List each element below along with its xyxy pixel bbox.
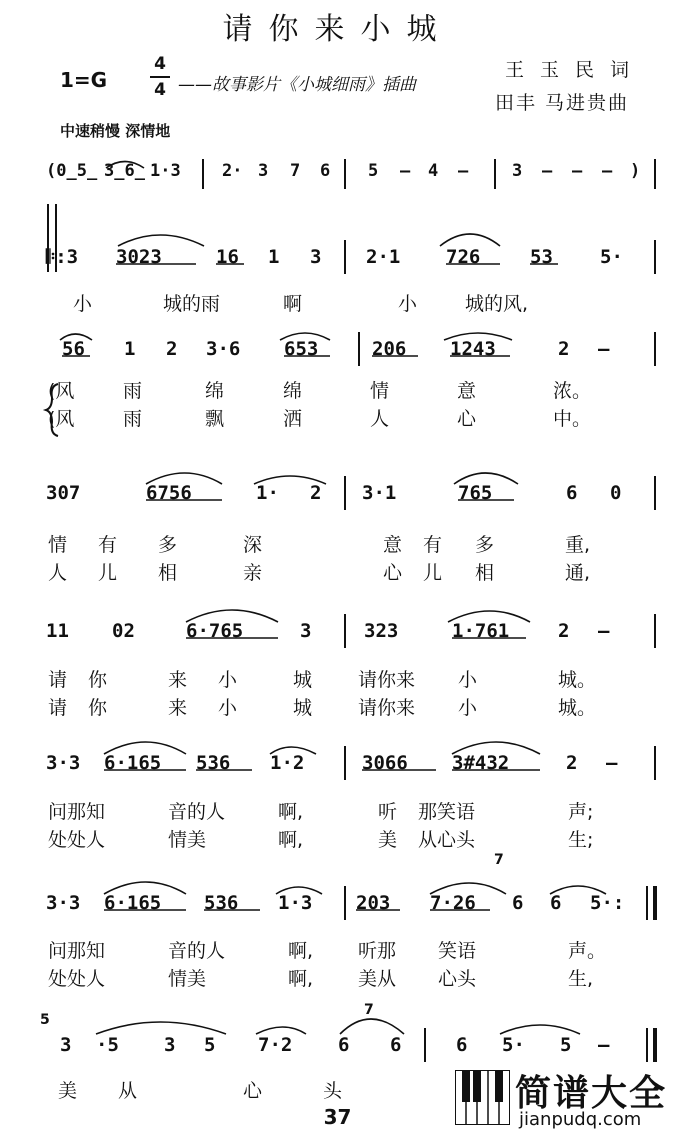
grace-note: 7 (494, 852, 504, 868)
note: — (598, 338, 610, 360)
lyric: 问那知 (48, 940, 106, 962)
note: 4 (428, 161, 439, 181)
lyric: 啊, (288, 940, 314, 962)
note: 5· (600, 246, 623, 268)
note: 2 (166, 338, 178, 360)
score-row-8 (0, 1026, 675, 1066)
lyric: 相 (475, 562, 495, 584)
note: — (542, 161, 553, 181)
lyric: 重, (565, 534, 591, 556)
note: 3·6 (206, 338, 241, 360)
barline (424, 1028, 426, 1062)
note: 653 (284, 338, 319, 360)
final-barline (653, 1028, 657, 1062)
lyric: 情 (48, 534, 68, 556)
note: 206 (372, 338, 407, 360)
note: 6·765 (186, 620, 244, 642)
note: 5 (204, 1034, 216, 1056)
lyric: 情 (370, 380, 390, 402)
note: 3 (60, 1034, 72, 1056)
lyric: 你 (88, 669, 108, 691)
lyric: 从心头 (418, 829, 476, 851)
note: 3066 (362, 752, 408, 774)
lyric: 啊, (288, 968, 314, 990)
barline (654, 746, 656, 780)
lyric: 请你来 (358, 669, 416, 691)
notes-row-2 (0, 238, 675, 278)
score-row-1 (0, 153, 675, 193)
lyric: 雨 (123, 408, 143, 430)
lyric: 啊, (278, 829, 304, 851)
notes-row-8 (0, 1026, 675, 1066)
note: — (458, 161, 469, 181)
lyric: 心 (383, 562, 403, 584)
lyric: 儿 (423, 562, 443, 584)
lyric: 小 (398, 293, 418, 315)
page-number: 37 (323, 1105, 352, 1129)
note: 3̲6̲ (104, 161, 145, 181)
barline (646, 1028, 648, 1062)
lyric: 相 (158, 562, 178, 584)
grace-note: 5 (40, 1012, 50, 1028)
barline (202, 159, 204, 189)
note: — (598, 1034, 610, 1056)
lyric: 啊 (283, 293, 303, 315)
lyric: 音的人 (168, 940, 226, 962)
lyric: 请你来 (358, 697, 416, 719)
barline (646, 886, 648, 920)
note: 3 (512, 161, 523, 181)
lyric: 小 (218, 697, 238, 719)
note: 2· (222, 161, 243, 181)
lyric: 城 (293, 669, 313, 691)
lyric: 听 (378, 801, 398, 823)
lyric: 头 (323, 1080, 343, 1102)
note: 6 (390, 1034, 402, 1056)
notes-row-4 (0, 474, 675, 514)
note: 6·165 (104, 752, 162, 774)
note: 2 (558, 620, 570, 642)
note: 3 (310, 246, 322, 268)
note: 2·1 (366, 246, 401, 268)
lyric: 城 (293, 697, 313, 719)
barline (358, 332, 360, 366)
lyric: 多 (158, 534, 178, 556)
note: 3#432 (452, 752, 510, 774)
lyric: 绵 (283, 380, 303, 402)
note: — (400, 161, 411, 181)
lyric: 心 (457, 408, 477, 430)
lyricist-credit: 王玉民词 (505, 59, 646, 81)
note: 6 (320, 161, 331, 181)
note: 203 (356, 892, 391, 914)
repeat-end-barline (653, 886, 657, 920)
lyric: 美 (58, 1080, 78, 1102)
lyric: 有 (423, 534, 443, 556)
note: 6 (456, 1034, 468, 1056)
note: 1·761 (452, 620, 510, 642)
lyric: 儿 (98, 562, 118, 584)
note: 7·26 (430, 892, 476, 914)
barline (654, 159, 656, 189)
note: 6 (566, 482, 578, 504)
lyric: 从 (118, 1080, 138, 1102)
note: 1·2 (270, 752, 305, 774)
lyric: 心头 (438, 968, 477, 990)
lyric: 小 (458, 697, 478, 719)
note: 53 (530, 246, 553, 268)
note: — (572, 161, 583, 181)
note: 3·3 (46, 752, 81, 774)
note: 6 (550, 892, 562, 914)
lyric: 亲 (243, 562, 263, 584)
note: 323 (364, 620, 399, 642)
lyric: 情美 (168, 968, 207, 990)
lyric: 声; (568, 801, 594, 823)
lyric: 绵 (205, 380, 225, 402)
note: 5 (560, 1034, 572, 1056)
lyric: 啊, (278, 801, 304, 823)
lyric: 小 (218, 669, 238, 691)
note: 536 (204, 892, 239, 914)
lyric: 音的人 (168, 801, 226, 823)
lyric: 城。 (558, 697, 597, 719)
note: 6 (338, 1034, 350, 1056)
notes-row-7 (0, 884, 675, 924)
grace-note: 7 (364, 1002, 374, 1018)
note: 1·3 (150, 161, 181, 181)
note: 0 (610, 482, 622, 504)
watermark-brand: 简谱大全 (515, 1073, 668, 1114)
note: 6·165 (104, 892, 162, 914)
note: 765 (458, 482, 493, 504)
note: ) (630, 161, 641, 181)
note: 𝄆:3 (46, 246, 79, 268)
time-signature-top: 4 (154, 54, 166, 74)
barline (344, 886, 346, 920)
lyric: 城。 (558, 669, 597, 691)
lyric: 意 (457, 380, 477, 402)
barline (654, 332, 656, 366)
watermark-url: jianpudq.com (519, 1109, 642, 1130)
barline (344, 746, 346, 780)
lyric: 声。 (568, 940, 607, 962)
lyric: 情美 (168, 829, 207, 851)
note: 6756 (146, 482, 192, 504)
lyric: (风 (48, 408, 75, 430)
score-row-7 (0, 884, 675, 924)
note: 5·: (590, 892, 625, 914)
note: 2 (558, 338, 570, 360)
note: 5 (368, 161, 379, 181)
note: 6 (512, 892, 524, 914)
note: 1·3 (278, 892, 313, 914)
barline (344, 614, 346, 648)
key-signature: 1=G (60, 68, 108, 92)
lyric: 城的雨 (163, 293, 221, 315)
score-row-3 (0, 330, 675, 370)
score-row-2 (0, 238, 675, 278)
time-signature (150, 54, 170, 100)
tempo-marking: 中速稍慢 深情地 (60, 122, 171, 140)
composer-credit: 田丰 马进贵曲 (495, 92, 630, 114)
lyric: 深 (243, 534, 263, 556)
lyric: 城的风, (465, 293, 529, 315)
note: — (598, 620, 610, 642)
barline (654, 240, 656, 274)
note: 1 (124, 338, 136, 360)
notes-row-6 (0, 744, 675, 784)
score-row-4 (0, 474, 675, 514)
note: 02 (112, 620, 135, 642)
lyric: 来 (168, 669, 188, 691)
lyric: 你 (88, 697, 108, 719)
note: — (606, 752, 618, 774)
barline (344, 476, 346, 510)
note: 1243 (450, 338, 496, 360)
lyric: 小 (458, 669, 478, 691)
lyric: 处处人 (48, 829, 106, 851)
lyric: 生; (568, 829, 594, 851)
lyric: 小 (73, 293, 93, 315)
note: 7·2 (258, 1034, 293, 1056)
lyric: 生, (568, 968, 594, 990)
lyric: 多 (475, 534, 495, 556)
barline (344, 240, 346, 274)
time-signature-line (150, 76, 170, 78)
note: ·5 (96, 1034, 119, 1056)
note: 2 (566, 752, 578, 774)
note: 3 (300, 620, 312, 642)
watermark (455, 1065, 670, 1135)
page-title: 请你来小城 (222, 12, 453, 47)
lyric: 意 (383, 534, 403, 556)
note: 3·3 (46, 892, 81, 914)
lyric: 来 (168, 697, 188, 719)
note: 2 (310, 482, 322, 504)
score-row-6 (0, 744, 675, 784)
notes-row-5 (0, 612, 675, 652)
lyric: 雨 (123, 380, 143, 402)
note: 5· (502, 1034, 525, 1056)
note: 1· (256, 482, 279, 504)
time-signature-bottom: 4 (154, 80, 166, 100)
notes-row-1 (0, 153, 675, 193)
lyric: 心 (243, 1080, 263, 1102)
note: 3 (164, 1034, 176, 1056)
barline (654, 476, 656, 510)
notes-row-3 (0, 330, 675, 370)
lyric: 美从 (358, 968, 397, 990)
note: 11 (46, 620, 69, 642)
barline (494, 159, 496, 189)
note: 56 (62, 338, 85, 360)
lyric: 洒 (283, 408, 303, 430)
note: 7 (290, 161, 301, 181)
lyric: 通, (565, 562, 591, 584)
lyric: 笑语 (438, 940, 477, 962)
lyric: 浓。 (553, 380, 592, 402)
note: 1 (268, 246, 280, 268)
note: 16 (216, 246, 239, 268)
score-row-5 (0, 612, 675, 652)
source-note: ——故事影片《小城细雨》插曲 (178, 75, 416, 95)
note: 3023 (116, 246, 162, 268)
lyric: 中。 (553, 408, 592, 430)
barline (344, 159, 346, 189)
lyric: 那笑语 (418, 801, 476, 823)
lyric: 飘 (205, 408, 225, 430)
lyric: 人 (370, 408, 390, 430)
lyric: 请 (48, 669, 68, 691)
note: 3·1 (362, 482, 397, 504)
lyric: 处处人 (48, 968, 106, 990)
lyric: 听那 (358, 940, 397, 962)
lyric: (风 (48, 380, 75, 402)
note: 726 (446, 246, 481, 268)
lyric: 请 (48, 697, 68, 719)
note: 3 (258, 161, 269, 181)
note: 536 (196, 752, 231, 774)
note: (0̲5̲ (46, 161, 98, 181)
barline (654, 614, 656, 648)
lyric: 美 (378, 829, 398, 851)
lyric: 问那知 (48, 801, 106, 823)
note: 307 (46, 482, 81, 504)
lyric: 人 (48, 562, 68, 584)
note: — (602, 161, 613, 181)
lyric: 有 (98, 534, 118, 556)
piano-keys-icon (455, 1070, 510, 1125)
